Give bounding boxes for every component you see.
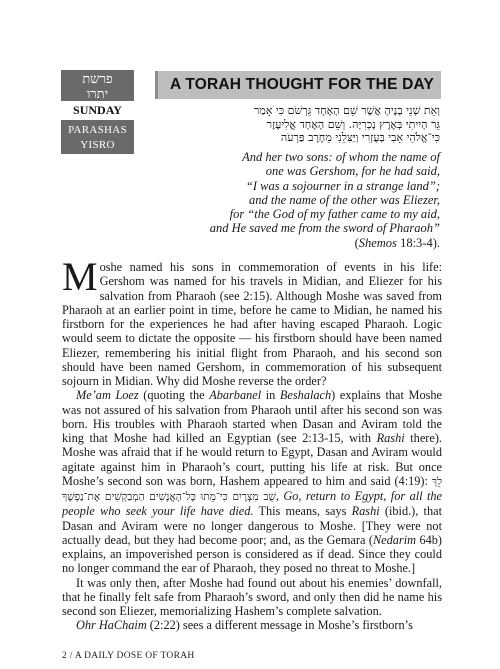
source-name: Rashi <box>376 431 405 445</box>
quote-translation: Go, return to Egypt, for all the people who seek your life have died. <box>62 489 443 519</box>
text-run: (quoting the <box>138 388 210 403</box>
source-name: Abarbanel <box>209 388 262 403</box>
parsha-english-line2: YISRO <box>80 139 115 151</box>
translation-line: for “the God of my father came to my aid, <box>229 207 440 222</box>
source-name: Me’am Loez <box>76 388 139 403</box>
hebrew-quote: לֵךְ שֻׁב מִצְרָיִם כִּי־מֵתוּ כָּל־הָאֲנָשִׁים הַמְבַקְשִׁים אֶת־נַפְשֶׁךָ <box>62 475 442 503</box>
translation-line <box>150 221 440 235</box>
text-run: (ibid.), that Dasan and Aviram were no longer dangerous to Moshe. [They were not actually dead, but they had become poor; and, as the Gemara ( <box>62 504 442 547</box>
citation-rest: 18:3-4). <box>396 235 440 250</box>
drop-cap: M <box>62 254 98 299</box>
translation-line: And her two sons: of whom the name of <box>242 150 440 164</box>
text-run: there). Moshe was afraid that if he would return to Egypt, Dasan and Aviram would agitate against him in Pharaoh’s court, putting his life at risk. But once Moshe’s second son was born, Hashem appeared to him and said (4:19): <box>62 431 442 488</box>
text-run: ) explains that Moshe was not assured of his salvation from Pharaoh until after his second son was born. His troubles with Pharaoh started when Dasan and Aviram told the king that Moshe had killed an Egyptian (see 2:13-15, with <box>62 388 442 445</box>
source-name: Ohr HaChaim <box>76 618 147 633</box>
citation-open: ( <box>354 235 359 250</box>
hebrew-verse-line: כִּי־אֱלֹהֵי אָבִי בְּעֶזְרִי וַיַּצִּלֵנִי מֵחֶרֶב פַּרְעֹה <box>280 131 440 144</box>
paragraph-1 <box>62 254 442 388</box>
text-run: (2:22) sees a different message in Moshe’s firstborn’s <box>146 618 413 633</box>
hebrew-verse-line: גֵּר הָיִיתִי בְּאֶרֶץ נָכְרִיָּה. וְשֵׁם הָאֶחָד אֱלִיעֶזֶר <box>266 117 440 131</box>
section-title: A TORAH THOUGHT FOR THE DAY <box>155 71 441 99</box>
parsha-hebrew-badge <box>61 70 134 101</box>
commentary-body <box>62 254 443 633</box>
verse-translation <box>150 150 440 250</box>
parsha-english-badge <box>61 120 134 154</box>
text-run: This means, says <box>253 504 352 519</box>
translation-line-text: and He saved me from the sword of Pharaoh” <box>209 221 440 236</box>
text-run: 64b) explains, an impoverished person is considered as if dead. Since they could no longer command the ear of Pharaoh, they posed no threat to Moshe.] <box>62 532 442 576</box>
paragraph-2 <box>62 388 442 575</box>
hebrew-verse <box>150 104 440 145</box>
source-name: Beshalach <box>279 388 332 403</box>
translation-line: one was Gershom, for he had said, <box>265 164 440 179</box>
paragraph-1-text: oshe named his sons in commemoration of events in his life: Gershom was named for his travels in Midian, and Eliezer for his salvation from Pharaoh (see 2:15). Although Moshe was saved from Pharaoh at an earlier point in time, before he came to Midian, he named his firstborn for the experiences he had after having escaped Pharaoh. Logic would seem to dictate the opposite — his firstborn should have been named Eliezer, remembering his initial flight from Pharaoh, and his second son should have been named Gershom, in commemoration of his subsequent sojourn in Midian. Why did Moshe reverse the order? <box>62 260 442 388</box>
source-name: Nedarim <box>372 532 417 547</box>
translation-line: “I was a sojourner in a strange land”; <box>245 178 440 193</box>
parsha-english-line1: PARASHAS <box>68 124 127 136</box>
day-label: SUNDAY <box>73 103 122 117</box>
paragraph-4 <box>62 618 442 632</box>
page-footer: 2 / A DAILY DOSE OF TORAH <box>62 651 195 661</box>
parsha-hebrew-line2: יתרו <box>86 87 109 102</box>
parsha-hebrew-line1: פרשת <box>82 72 113 87</box>
translation-line: and the name of the other was Eliezer, <box>249 192 440 207</box>
citation-book: Shemos <box>358 235 397 250</box>
text-run: in <box>261 388 280 403</box>
verse-citation <box>150 236 440 250</box>
source-name: Rashi <box>351 504 380 519</box>
paragraph-3: It was only then, after Moshe had found out about his enemies’ downfall, that he finally felt safe from Pharaoh’s sword, and only then did he name his second son Eliezer, memorializing Hashem’s complete salvation. <box>62 575 442 618</box>
text-run: , <box>275 489 284 503</box>
hebrew-verse-line: וְאֵת שְׁנֵי בָנֶיהָ אֲשֶׁר שֵׁם הָאֶחָד גֵּרְשֹׁם כִּי אָמַר <box>253 104 440 117</box>
